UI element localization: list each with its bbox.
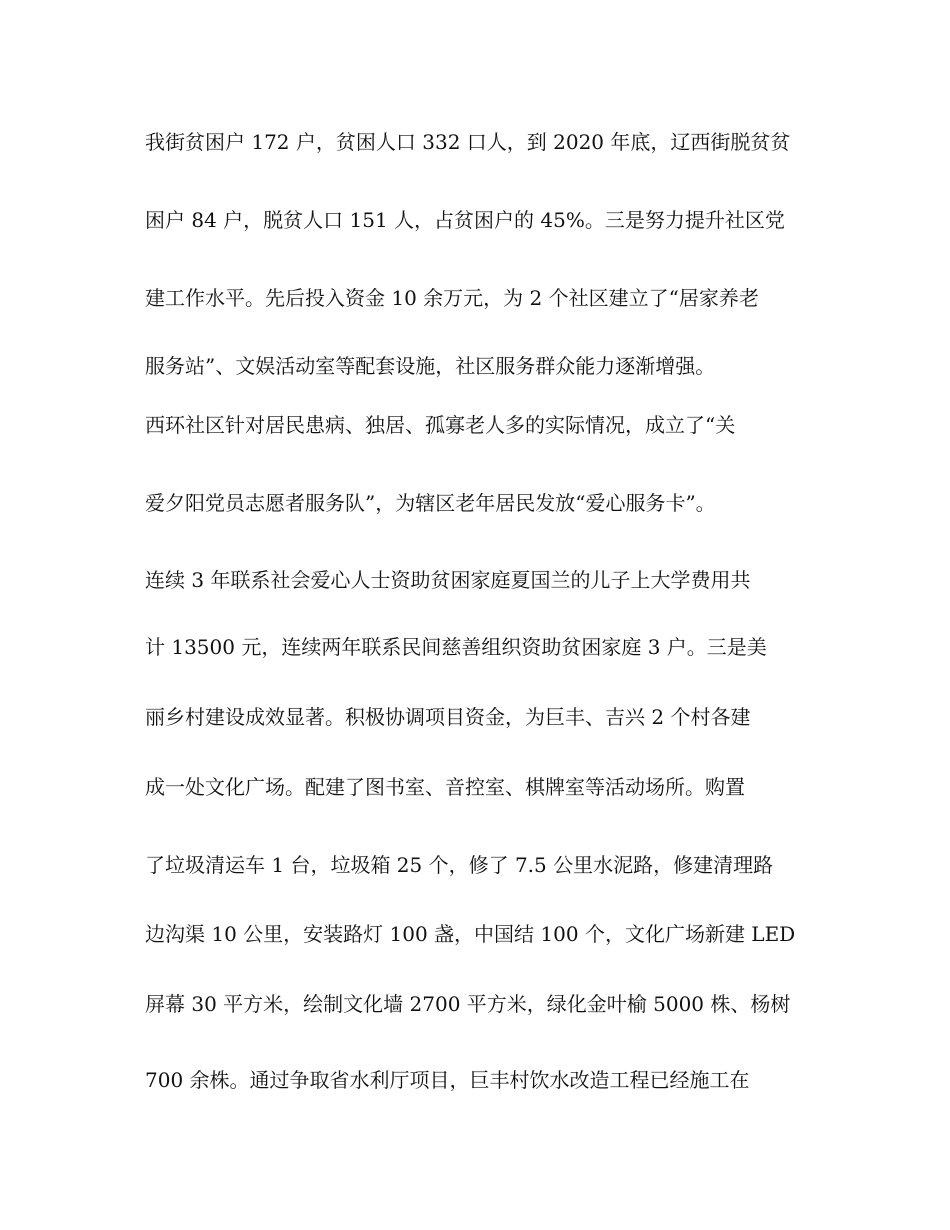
text-line: 我街贫困户 172 户，贫困人口 332 口人，到 2020 年底，辽西街脱贫贫 [145,130,791,154]
text-line: 爱夕阳党员志愿者服务队”，为辖区老年居民发放“爱心服务卡”。 [145,491,716,515]
text-line: 成一处文化广场。配建了图书室、音控室、棋牌室等活动场所。购置 [145,775,745,799]
text-line: 服务站”、文娱活动室等配套设施，社区服务群众能力逐渐增强。 [145,354,716,378]
text-line: 700 余株。通过争取省水利厅项目，巨丰村饮水改造工程已经施工在 [145,1068,750,1092]
text-line: 西环社区针对居民患病、独居、孤寡老人多的实际情况，成立了“关 [145,413,736,437]
text-line: 屏幕 30 平方米，绘制文化墙 2700 平方米，绿化金叶榆 5000 株、杨树 [145,992,791,1016]
text-line: 建工作水平。先后投入资金 10 余万元，为 2 个社区建立了“居家养老 [145,286,759,310]
text-line: 连续 3 年联系社会爱心人士资助贫困家庭夏国兰的儿子上大学费用共 [145,568,751,592]
text-line: 计 13500 元，连续两年联系民间慈善组织资助贫困家庭 3 户。三是美 [145,635,767,659]
text-line: 了垃圾清运车 1 台，垃圾箱 25 个，修了 7.5 公里水泥路，修建清理路 [145,853,774,877]
text-line: 丽乡村建设成效显著。积极协调项目资金，为巨丰、吉兴 2 个村各建 [145,705,751,729]
text-line: 边沟渠 10 公里，安装路灯 100 盏，中国结 100 个，文化广场新建 LED [145,922,796,946]
text-line: 困户 84 户，脱贫人口 151 人，占贫困户的 45%。三是努力提升社区党 [145,208,785,232]
